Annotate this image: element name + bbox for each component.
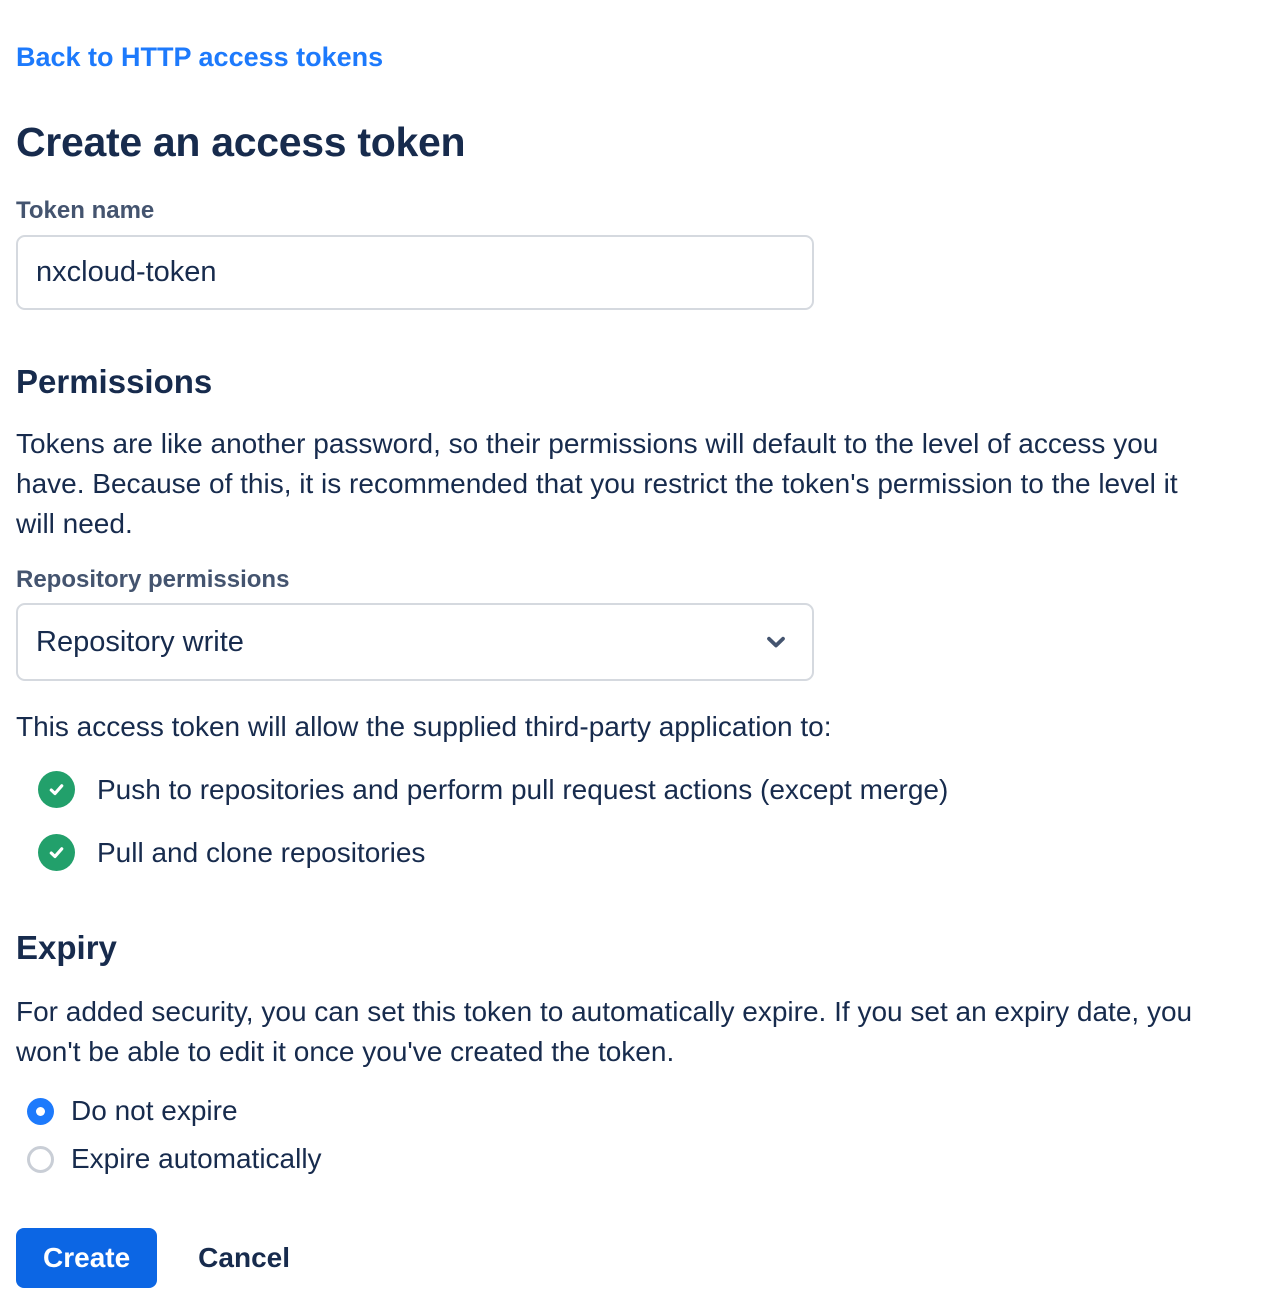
repository-permissions-label: Repository permissions (16, 566, 290, 593)
cancel-button[interactable]: Cancel (198, 1242, 290, 1273)
check-circle-icon (38, 771, 75, 808)
token-capabilities-intro: This access token will allow the supplied third-party application to: (16, 711, 832, 742)
expiry-heading: Expiry (16, 929, 117, 966)
form-actions (16, 1228, 1218, 1288)
create-button[interactable]: Create (16, 1228, 157, 1288)
radio-option-label: Expire automatically (71, 1143, 322, 1174)
radio-option-expire-automatically[interactable] (16, 1142, 1218, 1176)
capability-list (16, 771, 1218, 871)
back-to-http-access-tokens-link[interactable]: Back to HTTP access tokens (16, 42, 384, 72)
capability-label: Push to repositories and perform pull request actions (except merge) (97, 773, 949, 805)
repository-permissions-selected-value: Repository write (36, 625, 244, 658)
capability-item-push (38, 771, 1218, 808)
check-circle-icon (38, 834, 75, 871)
repository-permissions-select[interactable] (16, 603, 814, 681)
expiry-radio-group (16, 1094, 1218, 1176)
radio-option-do-not-expire[interactable] (16, 1094, 1218, 1128)
token-name-input[interactable] (16, 235, 814, 310)
token-name-label: Token name (16, 197, 155, 224)
capability-label: Pull and clone repositories (97, 836, 426, 868)
page-title: Create an access token (16, 119, 466, 165)
capability-item-pull (38, 834, 1218, 871)
radio-selected-icon[interactable] (27, 1098, 54, 1125)
permissions-description: Tokens are like another password, so their permissions will default to the level of access you have. Because of this, it is recommended that you restrict the token's permission to the level it will need. (16, 428, 1178, 539)
radio-unselected-icon[interactable] (27, 1146, 54, 1173)
radio-option-label: Do not expire (71, 1095, 238, 1126)
chevron-down-icon (762, 628, 790, 656)
expiry-description: For added security, you can set this token to automatically expire. If you set an expiry date, you won't be able to edit it once you've created the token. (16, 996, 1193, 1067)
permissions-heading: Permissions (16, 363, 213, 400)
